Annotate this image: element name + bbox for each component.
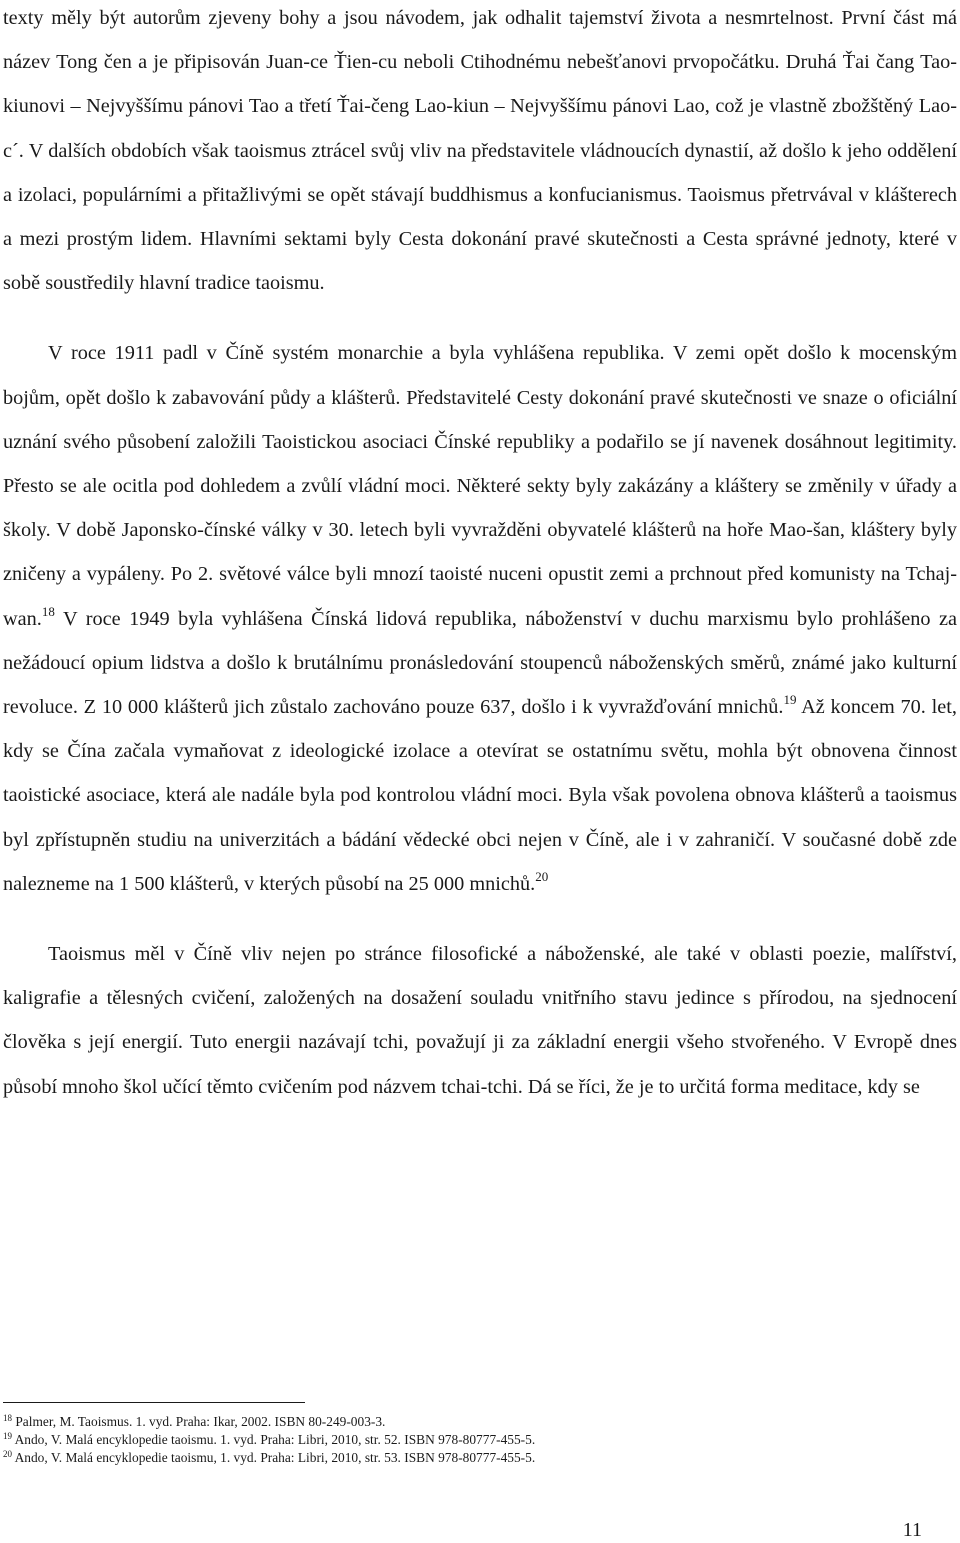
paragraph-spacer — [3, 305, 957, 331]
paragraph-text: V roce 1911 padl v Číně systém monarchie a byla vyhlášena republika. V zemi opět došlo k mocenským bojům, opět došlo k zabavování půdy a klášterů. Představitelé Cesty dokonání pravé skutečnosti ve snaze o oficiální uznání svého působení založili Taoistickou asociaci Čínské republiky a podařilo se jí navenek dosáhnout legitimity. Přesto se ale ocitla pod dohledem a zvůlí vládní moci. Některé sekty byly zakázány a kláštery se změnily v úřady a školy. V době Japonsko-čínské války v 30. letech byli vyvražděni obyvatelé klášterů na hoře Mao-šan, kláštery byly zničeny a vypáleny. Po 2. světové válce byli mnozí taoisté nuceni opustit zemi a prchnout před komunisty na Tchaj-wan. — [3, 342, 957, 630]
paragraph-text: texty měly být autorům zjeveny bohy a jsou návodem, jak odhalit tajemství života a nesmrtelnost. První část má název Tong čen a je připisován Juan-ce Ťien-cu neboli Ctihodnému nebešťanovi prvopočátku. Druhá Ťai čang Tao-kiunovi – Nejvyššímu pánovi Tao a třetí Ťai-čeng Lao-kiun – Nejvyššímu pánovi Lao, což je vlastně zbožštěný Lao-c´. V dalších obdobích však taoismus ztrácel svůj vliv na představitele vládnoucích dynastií, až došlo k jeho oddělení a izolaci, populárními a přitažlivými se opět stávají buddhismus a konfucianismus. Taoismus přetrvával v klášterech a mezi prostým lidem. Hlavními sektami byly Cesta dokonání pravé skutečnosti a Cesta správné jednoty, které v sobě soustředily hlavní tradice taoismu. — [3, 7, 957, 295]
footnotes — [3, 1413, 957, 1467]
footnote-separator — [3, 1402, 305, 1403]
footnote-reference-20[interactable]: 20 — [535, 868, 549, 884]
footnote-text: Ando, V. Malá encyklopedie taoismu. 1. vyd. Praha: Libri, 2010, str. 52. ISBN 978-80777-455-5. — [14, 1432, 536, 1447]
footnote-number: 20 — [3, 1449, 12, 1459]
footnote-number: 18 — [3, 1413, 12, 1423]
paragraph-taoism-history-continued — [3, 0, 957, 305]
paragraph-spacer — [3, 906, 957, 932]
paragraph-text: Taoismus měl v Číně vliv nejen po stránce filosofické a náboženské, ale také v oblasti poezie, malířství, kaligrafie a tělesných cvičení, založených na dosažení souladu vnitřního stavu jedince s přírodou, na sjednocení člověka s její energií. Tuto energii nazávají tchi, považují ji za základní energii všeho stvořeného. V Evropě dnes působí mnoho škol učící těmto cvičením pod názvem tchai-tchi. Dá se říci, že je to určitá forma meditace, kdy se — [3, 943, 957, 1098]
footnote-number: 19 — [3, 1431, 12, 1441]
paragraph-text: V roce 1949 byla vyhlášena Čínská lidová republika, náboženství v duchu marxismu bylo prohlášeno za nežádoucí opium lidstva a došlo k brutálnímu pronásledování stoupenců náboženských směrů, známé jako kulturní revoluce. Z 10 000 klášterů jich zůstalo zachováno pouze 637, došlo i k vyvražďování mnichů. — [3, 607, 957, 719]
paragraph-text: Až koncem 70. let, kdy se Čína začala vymaňovat z ideologické izolace a otevírat se ostatnímu světu, mohla být obnovena činnost taoistické asociace, která ale nadále byla pod kontrolou vládní moci. Byla však povolena obnova klášterů a taoismus byl zpřístupněn studiu na univerzitách a bádání vědecké obci nejen v Číně, ale i v zahraničí. V současné době zde nalezneme na 1 500 klášterů, v kterých působí na 25 000 mnichů. — [3, 696, 957, 895]
paragraph-cultural-influence — [3, 932, 957, 1109]
footnote-20 — [3, 1449, 957, 1467]
footnote-text: Palmer, M. Taoismus. 1. vyd. Praha: Ikar, 2002. ISBN 80-249-003-3. — [15, 1414, 386, 1429]
footnote-18 — [3, 1413, 957, 1431]
footnote-reference-18[interactable]: 18 — [41, 603, 55, 619]
footnote-19 — [3, 1431, 957, 1449]
page-number: 11 — [902, 1519, 922, 1541]
paragraph-modern-history — [3, 331, 957, 906]
footnote-reference-19[interactable]: 19 — [783, 692, 797, 708]
document-page — [3, 0, 957, 1109]
footnote-text: Ando, V. Malá encyklopedie taoismu, 1. vyd. Praha: Libri, 2010, str. 53. ISBN 978-80777-455-5. — [14, 1450, 536, 1465]
